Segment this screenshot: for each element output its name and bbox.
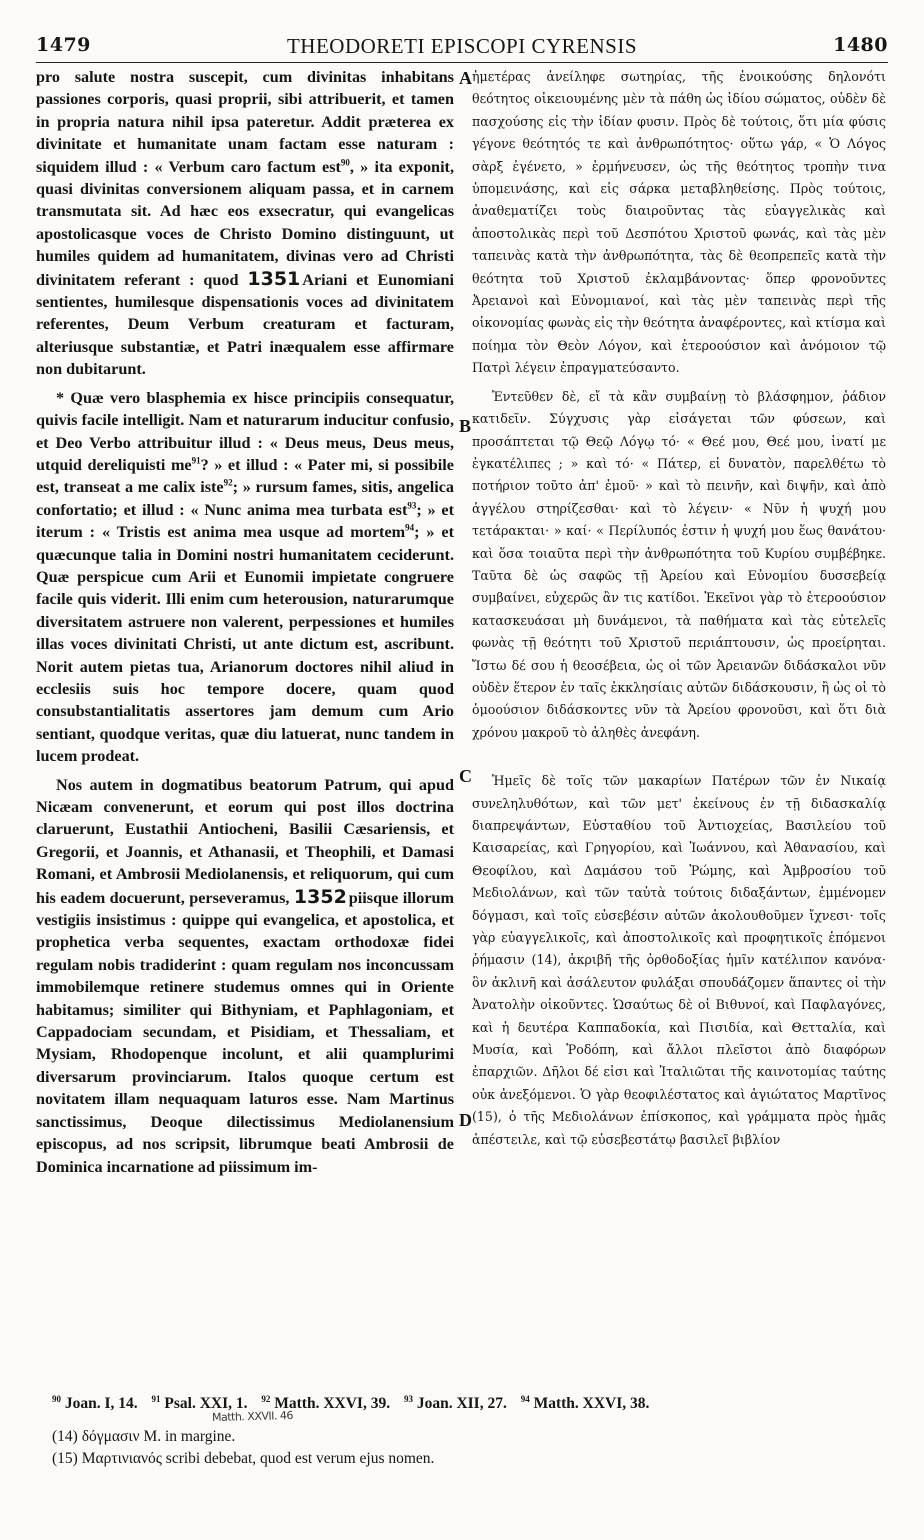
scripture-ref [52,1395,138,1412]
latin-text: * Quæ vero blasphemia ex hisce principiis consequatur, quivis facile intelligit. Nam et naturarum inducitur confusio, et Deo Verbo attribuitur illud : « Deus meus, Deus meus, utquid dereliquisti me [36,388,454,474]
footnote-ref: 93 [407,500,417,511]
scripture-ref-text: Psal. XXI, 1. [164,1395,248,1412]
scripture-ref-text: Matth. XXVI, 39. [274,1395,391,1412]
running-title: THEODORETI EPISCOPI CYRENSIS [286,34,638,58]
scripture-ref-text: Joan. I, 14. [64,1395,138,1412]
section-marker-c: C [459,766,472,786]
scripture-ref-num: 90 [52,1393,61,1404]
latin-text: ; » et iterum : « Tristis est anima mea usque ad mortem [36,500,455,542]
latin-text: ? » et illud : « Pater mi, si possibile est, transeat a me calix iste [36,455,454,497]
scripture-ref-num: 93 [403,1393,413,1404]
section-marker-b: B [459,416,472,436]
footnote-ref: 94 [405,522,415,533]
column-number: 1351 [247,267,301,290]
page-number-left: 1479 [36,34,91,56]
page-header [36,34,888,63]
footnote-ref: 92 [223,477,233,488]
footnote-15: (15) Μαρτινιανός scribi debebat, quod est verum ejus nomen. [52,1450,435,1467]
latin-text: Nos autem in dogmatibus beatorum Patrum, qui apud Nicæam convenerunt, et eorum qui post illos doctrina claruerunt, Eustathii Antiocheni, Basilii Cæsariensis, et Gregorii, et Joannis, et Athanasii, et Theophili, et Damasi Romani, et Ambrosii Mediolanensis, et reliquorum, qui cum his eadem docuerunt, perseveramus, [36,775,454,907]
column-number: 1352 [293,885,347,908]
footnote-14: (14) δόγμασιν M. in margine. [52,1428,236,1445]
scripture-ref-num: 91 [151,1393,161,1404]
scripture-ref [404,1395,507,1412]
scripture-ref-text: Joan. XII, 27. [416,1395,507,1412]
scripture-ref-num: 94 [520,1393,530,1404]
footnotes [52,1394,888,1468]
greek-paragraph-3: Ἡμεῖς δὲ τοῖς τῶν μακαρίων Πατέρων τῶν ἐν Νικαίᾳ συνεληλυθότων, καὶ τῶν μετ' ἐκείνους ἐν τῇ διδασκαλίᾳ διαπρεψάντων, Εὐσταθίου τοῦ Ἀντιοχείας, Βασιλείου τοῦ Καισαρείας, καὶ Γρηγορίου, καὶ Ἰωάννου, καὶ Ἀθανασίου, καὶ Θεοφίλου, καὶ Δαμάσου τοῦ Ῥώμης, καὶ Ἀμβροσίου τοῦ Μεδιολάνων, καὶ τῶν ταὐτὰ τούτοις διδαξάντων, ἐμμένομεν δόγμασι, καὶ τοῖς εὐσεβέσιν αὐτῶν ἀκολουθοῦμεν ἴχνεσι· τοῖς γὰρ εὐαγγελικοῖς, καὶ ἀποστολικοῖς καὶ προφητικοῖς ἑπόμενοι ῥήμασιν (14), ἀκριβῆ τῆς ὀρθοδοξίας ἡμῖν κατέλιπον κανόνα· ὃν ἀκλινῆ καὶ ἀσάλευτον φυλάξαι σπουδάζομεν ἅπαντες οἱ τὴν Ἀνατολὴν οἰκοῦντες. Ὡσαύτως δὲ οἱ Βιθυνοί, καὶ Παφλαγόνες, καὶ ἡ δευτέρα Καππαδοκία, καὶ Πισιδία, καὶ Θετταλία, καὶ Μυσία, καὶ Ῥοδόπη, καὶ ἄλλοι πλεῖστοι ἀπὸ διαφόρων ἐπαρχιῶν. Δῆλοι δέ εἰσι καὶ Ἰταλιῶται τῆς καινοτομίας ταύτης οὐκ ἀνεξόμενοι. Ὁ γὰρ θεοφιλέστατος καὶ ἁγιώτατος Μαρτῖνος (15), ὁ τῆς Μεδιολάνων ἐπίσκοπος, καὶ γράμματα πρὸς ἡμᾶς ἀπέστειλε, καὶ τῷ εὐσεβεστάτῳ βασιλεῖ βιβλίον [472,773,886,1147]
handwritten-annotation: Matth. XXVII. 46 [211,1408,294,1425]
scripture-ref-num: 92 [261,1393,271,1404]
latin-text: ; » et quæcunque talia in Domini nostri humanitatem ceciderunt. Quæ perspicue cum Arii et Eunomii impietate congruere facile quis viderit. Illi enim cum heterousion, naturarumque diversitatem astruere non valerent, perpessiones et humiles illas voces divinitati Christi, ut ante dictum est, ascribunt. Norit autem pietas tua, Arianorum doctores nihil aliud in ecclesiis suis hoc tempore docere, quam quod consubstantialitatis assertores jam demum cum Ario sentiant, quodque veritas, quæ diu latuerat, nunc tandem in lucem prodeat. [36,523,455,766]
latin-text: piisque illorum vestigiis insistimus : quippe qui evangelica, et apostolica, et prophetica verba sequentes, exactam orthodoxæ fidei regulam nobis tradiderint : quam regulam nos inconcussam immobilemque retinere studemus omnes qui in Oriente habitamus; similiter qui Bithyniam, et Paphlagoniam, et Cappadociam secundam, et Pisidiam, et Thessaliam, et Mysiam, Rhodopenque incolunt, et alii quamplurimi diversarum provinciarum. Italos quoque certum est novitatem illam nequaquam laturos esse. Nam Martinus sanctissimus, Deoque dilectissimus Mediolanensium episcopus, ad nos scripsit, librumque beati Ambrosii de Dominica incarnatione ad piissimum im- [36,888,454,1176]
latin-paragraph-1 [36,66,454,381]
latin-paragraph-3 [36,774,454,1178]
latin-text: ; » rursum fames, sitis, angelica confortatio; et illud : « Nunc anima mea turbata est [36,478,454,519]
scripture-ref [152,1395,248,1412]
section-marker-a: A [459,68,472,88]
section-marker-d: D [459,1110,472,1130]
latin-paragraph-2 [36,387,454,768]
greek-paragraph-1: ἡμετέρας ἀνείληφε σωτηρίας, τῆς ἐνοικούσης δηλονότι θεότητος οἰκειουμένης μὲν τὰ πάθη ὡς ἰδίου σώματος, οὐδὲν δὲ πασχούσης εἰς τὴν ἰδίαν φυσιν. Πρὸς δὲ τούτοις, ὅτι μία φύσις γέγονε θεότητός τε καὶ ἀνθρωπότητος· οὕτω γάρ, « Ὁ Λόγος σὰρξ ἐγένετο, » ἑρμήνευσεν, ὡς τῆς θεότητος τροπὴν τινα ὑπομεινάσης, καὶ εἰς σάρκα μεταβληθείσης. Πρὸς τούτοις, ἀναθεματίζει τοὺς διαιροῦντας τὰς εὐαγγελικὰς καὶ ἀποστολικὰς περὶ τοῦ Δεσπότου Χριστοῦ φωνάς, καὶ τὰς μὲν ταπεινὰς κατὰ τὴν ἀνθρωπότητα, τὰς δὲ θεοπρεπεῖς κατὰ τὴν θεότητα τοῦ Χριστοῦ ἐκλαμβάνοντας· ὅπερ φρονοῦντες Ἀρειανοὶ καὶ Εὐνομιανοί, καὶ τὰς μὲν ταπεινὰς περὶ τῆς οἰκονομίας φωνὰς εἰς τὴν θεότητα ἀναφέροντες, καὶ κτίσμα καὶ ποίημα τὸν Θεὸν Λόγον, καὶ ἑτεροούσιον καὶ ἀνόμοιον τῷ Πατρὶ λέγειν ἐπραγματεύσαντο. [472,69,886,376]
scripture-ref-text: Matth. XXVI, 38. [533,1395,650,1412]
greek-column [472,66,886,1151]
footnote-ref: 91 [191,455,201,466]
scripture-ref [521,1395,650,1412]
footnote-ref: 90 [340,157,350,168]
latin-column [36,66,454,1178]
greek-paragraph-2: Ἐντεῦθεν δὲ, εἴ τὰ κἂν συμβαίνῃ τὸ βλάσφημον, ῥάδιον κατιδεῖν. Σύγχυσις γὰρ εἰσάγεται τῶν φύσεων, καὶ προσάπτεται τῷ Θεῷ Λόγῳ τό· « Θεέ μου, Θεέ μου, ἱνατί με ἐγκατέλιπες ; » καὶ τό· « Πάτερ, εἰ δυνατὸν, παρελθέτω τὸ ποτήριον τοῦτο ἀπ' ἐμοῦ· » καὶ τὸ πεινῆν, καὶ διψῆν, καὶ ἀπὸ ἀγγέλου στηρίζεσθαι· καὶ τὸ λέγειν· « Νῦν ἡ ψυχή μου τετάρακται· » καί· « Περίλυπός ἐστιν ἡ ψυχή μου ἕως θανάτου· καὶ ὅσα τοιαῦτα περὶ τὴν ἀνθρωπότητα τοῦ Κυρίου συμβέβηκε. Ταῦτα δὲ ὡς σαφῶς τῇ Ἀρείου καὶ Εὐνομίου δυσσεβείᾳ συμβαίνει, εὐχερῶς ἂν τις κατίδοι. Ἐκεῖνοι γὰρ τὸ ἑτεροούσιον κατασκευάσαι μὴ δυνάμενοι, τὰ παθήματα καὶ τὰς εὐτελεῖς φωνὰς τῇ θεότητι τοῦ Χριστοῦ περιάπτουσιν, ὡς προείρηται. Ἴστω δέ σου ἡ θεοσέβεια, ὡς οἱ τῶν Ἀρειανῶν διδάσκαλοι νῦν οὐδὲν ἕτερον ἐν ταῖς ἐκκλησίαις αὐτῶν διδάσκουσιν, ἢ ὡς οἱ τὸ ὁμοούσιον διδάσκοντες νῦν τὰ Ἀρείου φρονοῦσι, καὶ ὅτι διὰ χρόνου μακροῦ τὸ ἀληθὲς ἀνεφάνη. [472,388,886,740]
latin-text: Ariani et Eunomiani sentientes, humilesque dispensationis voces ad divinitatem referentes, Deum Verbum creaturam et facturam, alteriusque substantiæ, et Patri inæqualem esse affirmare non dubitarunt. [36,270,455,379]
scripture-references [52,1394,888,1413]
page-number-right: 1480 [833,34,888,56]
latin-text: , » ita exponit, quasi divinitas conversionem aliquam passa, et in carnem transmutata sit. Ad hæc eos exsecratur, qui evangelicas apostolicasque voces de Christo Domino distinguunt, ut humiles quidem ad humanitatem, divinas vero ad Christi divinitatem referant : quod [36,157,454,289]
latin-text: pro salute nostra suscepit, cum divinitas inhabitans passiones corporis, quasi proprii, sibi attribuerit, et tamen in propria natura nihil ipsa pateretur. Addit præterea ex divinitate et humanitate unam factam esse naturam : siquidem illud : « Verbum caro factum est [36,68,454,176]
